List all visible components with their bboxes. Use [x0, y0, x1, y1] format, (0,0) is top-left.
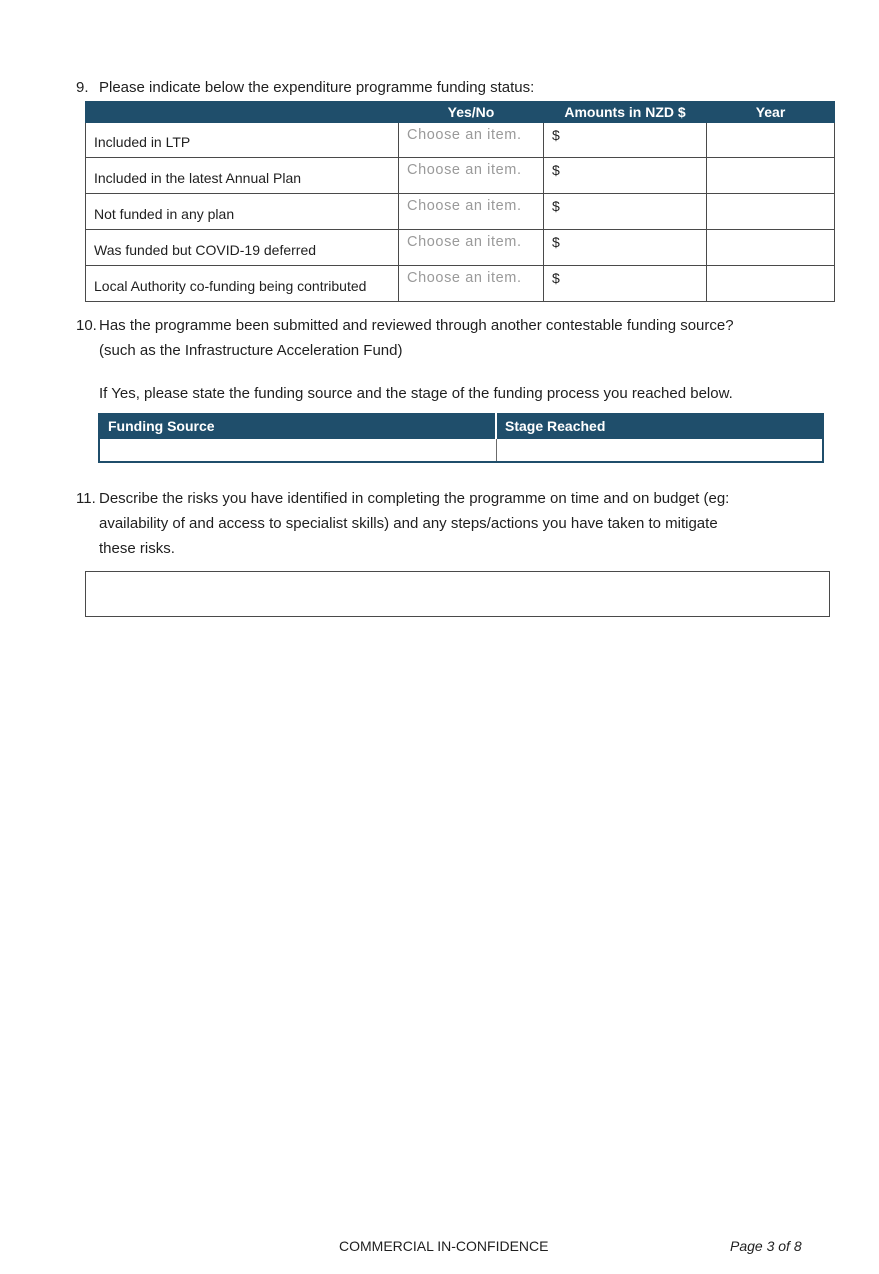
row-label: Not funded in any plan — [86, 194, 399, 230]
amount-field[interactable]: $ — [544, 194, 707, 230]
question-text: Please indicate below the expenditure programme funding status: — [99, 79, 535, 96]
yes-no-dropdown[interactable]: Choose an item. — [399, 158, 544, 194]
question-instruction: If Yes, please state the funding source and the stage of the funding process you reached below. — [99, 385, 733, 402]
funding-status-table — [85, 101, 835, 302]
yes-no-dropdown[interactable]: Choose an item. — [399, 123, 544, 158]
table-row — [86, 230, 835, 266]
footer-page-number: Page 3 of 8 — [730, 1238, 802, 1254]
question-text-line-3: these risks. — [99, 540, 175, 557]
column-header-stage-reached: Stage Reached — [505, 418, 606, 434]
amount-field[interactable]: $ — [544, 266, 707, 302]
table-header-row — [86, 102, 835, 123]
amount-field[interactable]: $ — [544, 123, 707, 158]
table-row — [86, 158, 835, 194]
column-header-label — [86, 102, 399, 123]
year-field[interactable] — [707, 158, 835, 194]
row-label: Local Authority co-funding being contributed — [86, 266, 399, 302]
amount-field[interactable]: $ — [544, 230, 707, 266]
footer-classification: COMMERCIAL IN-CONFIDENCE — [339, 1238, 549, 1254]
row-label: Included in the latest Annual Plan — [86, 158, 399, 194]
question-text-line-2: availability of and access to specialist skills) and any steps/actions you have taken to mitigate — [99, 515, 718, 532]
funding-source-table — [98, 413, 824, 463]
yes-no-dropdown[interactable]: Choose an item. — [399, 266, 544, 302]
table-row — [86, 266, 835, 302]
question-number: 11. — [76, 490, 96, 507]
column-header-amount: Amounts in NZD $ — [544, 102, 707, 123]
table-header-row — [99, 414, 823, 438]
funding-source-field[interactable] — [99, 438, 496, 462]
yes-no-dropdown[interactable]: Choose an item. — [399, 230, 544, 266]
stage-reached-field[interactable] — [496, 438, 823, 462]
year-field[interactable] — [707, 123, 835, 158]
question-number: 10. — [76, 317, 97, 334]
year-field[interactable] — [707, 266, 835, 302]
table-row — [86, 194, 835, 230]
year-field[interactable] — [707, 230, 835, 266]
amount-field[interactable]: $ — [544, 158, 707, 194]
question-text-line-2: (such as the Infrastructure Acceleration Fund) — [99, 342, 403, 359]
question-text-line-1: Describe the risks you have identified in completing the programme on time and on budget (eg: — [99, 490, 730, 507]
column-header-funding-source: Funding Source — [99, 414, 496, 438]
row-label: Included in LTP — [86, 123, 399, 158]
table-row — [99, 438, 823, 462]
table-row — [86, 123, 835, 158]
yes-no-dropdown[interactable]: Choose an item. — [399, 194, 544, 230]
question-text-line-1: Has the programme been submitted and reviewed through another contestable funding source? — [99, 317, 734, 334]
risks-answer-box[interactable] — [85, 571, 830, 617]
row-label: Was funded but COVID-19 deferred — [86, 230, 399, 266]
column-header-year: Year — [707, 102, 835, 123]
year-field[interactable] — [707, 194, 835, 230]
question-number: 9. — [76, 79, 89, 96]
column-header-yes-no: Yes/No — [399, 102, 544, 123]
